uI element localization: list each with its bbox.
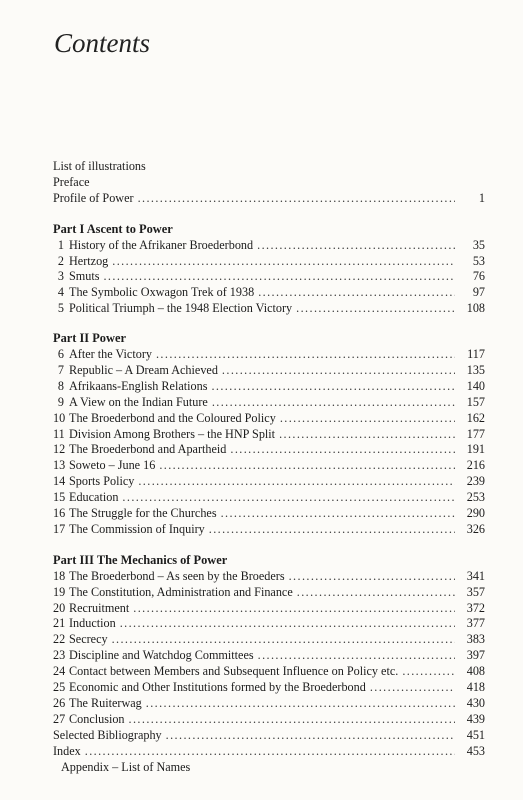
toc-entry-page: 157 [466, 394, 485, 409]
toc-entry-page: 372 [466, 600, 485, 615]
front-matter [53, 159, 485, 207]
toc-entry-label: Recruitment [69, 600, 130, 615]
toc-entry[interactable] [53, 728, 485, 744]
toc-entry[interactable] [53, 712, 485, 728]
chapter-number: 2 [57, 253, 64, 268]
toc-entry-page: 439 [466, 711, 485, 726]
toc-entry[interactable] [53, 411, 485, 427]
chapter-number: 26 [53, 695, 66, 710]
dot-leader [129, 712, 455, 728]
toc-entry[interactable] [53, 442, 485, 458]
toc-entry-page: 1 [478, 190, 485, 205]
page-title: Contents [54, 28, 151, 58]
toc-entry-label: The Symbolic Oxwagon Trek of 1938 [69, 285, 255, 300]
toc-entry[interactable] [53, 379, 485, 395]
toc-entry[interactable] [53, 632, 485, 648]
chapter-number: 5 [57, 301, 64, 316]
toc-entry[interactable] [53, 585, 485, 601]
dot-leader [296, 301, 455, 317]
dot-leader [257, 238, 455, 254]
part-entries [53, 238, 485, 317]
dot-leader [112, 254, 455, 270]
dot-leader [166, 728, 455, 744]
chapter-number: 4 [57, 285, 64, 300]
toc-entry[interactable] [53, 285, 485, 301]
dot-leader [297, 585, 455, 601]
toc-entry-label: Division Among Brothers – the HNP Split [69, 426, 276, 441]
chapter-number: 25 [53, 680, 66, 695]
toc-entry[interactable] [53, 254, 485, 270]
toc-entry-label: After the Victory [69, 347, 152, 362]
toc-entry-label: The Struggle for the Churches [69, 506, 217, 521]
toc-entry-page: 76 [472, 269, 485, 284]
toc-entry[interactable] [53, 395, 485, 411]
toc-entry[interactable] [53, 458, 485, 474]
dot-leader [209, 522, 455, 538]
toc-entry-label: A View on the Indian Future [69, 394, 208, 409]
chapter-number: 12 [53, 442, 66, 457]
toc-entry[interactable] [53, 175, 485, 191]
dot-leader [122, 490, 455, 506]
toc-entry-label: Conclusion [69, 711, 125, 726]
chapter-number: 1 [57, 237, 64, 252]
toc-entry[interactable] [53, 159, 485, 175]
toc-entry-label: Republic – A Dream Achieved [69, 363, 218, 378]
chapter-number: 21 [53, 616, 66, 631]
dot-leader [370, 680, 455, 696]
toc-entry[interactable] [53, 347, 485, 363]
toc-entry-page: 397 [466, 648, 485, 663]
toc-entry-page: 97 [472, 285, 485, 300]
toc-entry-page: 162 [466, 410, 485, 425]
toc-entry[interactable] [53, 301, 485, 317]
dot-leader [133, 601, 455, 617]
toc-entry[interactable] [53, 191, 485, 207]
toc-entry-page: 418 [466, 680, 485, 695]
toc-entry-label: The Broederbond and Apartheid [69, 442, 227, 457]
toc-entry-page: 239 [466, 474, 485, 489]
dot-leader [230, 442, 455, 458]
chapter-number: 14 [53, 474, 66, 489]
chapter-number: 8 [57, 378, 64, 393]
toc-entry-label: Soweto – June 16 [69, 458, 156, 473]
dot-leader [280, 411, 455, 427]
chapter-number: 15 [53, 490, 66, 505]
chapter-number: 3 [57, 269, 64, 284]
toc-entry-label: Induction [69, 616, 116, 631]
toc-entry-page: 326 [466, 521, 485, 536]
part-heading: Part III The Mechanics of Power [53, 552, 228, 567]
toc-entry-page: 35 [472, 237, 485, 252]
toc-entry[interactable] [53, 506, 485, 522]
toc-entry-label: Appendix – List of Names [61, 759, 191, 774]
chapter-number: 27 [53, 711, 66, 726]
toc-entry[interactable] [53, 569, 485, 585]
part-entries [53, 569, 485, 728]
toc-entry-page: 383 [466, 632, 485, 647]
dot-leader [289, 569, 455, 585]
toc-entry-page: 453 [466, 743, 485, 758]
toc-entry-page: 177 [466, 426, 485, 441]
dot-leader [402, 664, 455, 680]
chapter-number: 7 [57, 363, 64, 378]
toc-entry-label: Profile of Power [53, 190, 134, 205]
toc-entry-page: 377 [466, 616, 485, 631]
dot-leader [258, 285, 455, 301]
dot-leader [221, 506, 455, 522]
part-heading: Part II Power [53, 331, 126, 346]
toc-entry-label: Selected Bibliography [53, 727, 162, 742]
chapter-number: 11 [53, 426, 65, 441]
toc-entry[interactable] [53, 680, 485, 696]
toc-entry[interactable] [53, 427, 485, 443]
toc-entry-page: 191 [466, 442, 485, 457]
dot-leader [222, 363, 455, 379]
toc-entry-label: The Broederbond and the Coloured Policy [69, 410, 276, 425]
toc-entry-label: List of illustrations [53, 159, 146, 173]
toc-entry-label: The Broederbond – As seen by the Broeders [69, 568, 285, 583]
chapter-number: 19 [53, 584, 66, 599]
toc-entry-label: History of the Afrikaner Broederbond [69, 237, 254, 252]
toc-entry-page: 135 [466, 363, 485, 378]
toc-entry-label: Hertzog [69, 253, 109, 268]
toc-entry[interactable] [53, 696, 485, 712]
toc-entry-page: 253 [466, 490, 485, 505]
toc-entry-page: 290 [466, 506, 485, 521]
dot-leader [112, 632, 455, 648]
toc-entry-label: The Commission of Inquiry [69, 521, 205, 536]
dot-leader [138, 474, 455, 490]
toc-entry[interactable] [53, 664, 485, 680]
chapter-number: 20 [53, 600, 66, 615]
chapter-number: 24 [53, 664, 66, 679]
dot-leader [212, 395, 455, 411]
toc-entry-label: Education [69, 490, 119, 505]
toc-entry-page: 216 [466, 458, 485, 473]
toc-entry-label: Secrecy [69, 632, 108, 647]
chapter-number: 18 [53, 568, 66, 583]
toc-entry[interactable] [53, 601, 485, 617]
toc-entry[interactable] [53, 474, 485, 490]
toc-entry-page: 117 [467, 347, 485, 362]
dot-leader [156, 347, 455, 363]
toc-entry[interactable] [53, 490, 485, 506]
dot-leader [120, 616, 455, 632]
dot-leader [279, 427, 455, 443]
table-of-contents [53, 159, 485, 775]
toc-entry[interactable] [53, 238, 485, 254]
toc-entry-page: 430 [466, 695, 485, 710]
toc-entry-label: Smuts [69, 269, 100, 284]
toc-entry[interactable] [53, 648, 485, 664]
dot-leader [211, 379, 455, 395]
toc-entry[interactable] [53, 744, 485, 760]
toc-entry[interactable] [53, 522, 485, 538]
toc-entry-page: 451 [466, 727, 485, 742]
toc-entry-page: 357 [466, 584, 485, 599]
part-heading: Part I Ascent to Power [53, 221, 173, 236]
toc-entry[interactable] [53, 363, 485, 379]
toc-entry-label: Preface [53, 174, 90, 189]
toc-entry[interactable] [53, 269, 485, 285]
dot-leader [103, 269, 455, 285]
toc-entry-label: Economic and Other Institutions formed by the Broederbond [69, 680, 366, 695]
toc-entry[interactable] [53, 616, 485, 632]
toc-entry-page: 53 [472, 253, 485, 268]
chapter-number: 13 [53, 458, 66, 473]
toc-entry-label: The Constitution, Administration and Finance [69, 584, 293, 599]
chapter-number: 17 [53, 521, 66, 536]
chapter-number: 23 [53, 648, 66, 663]
toc-entry-page: 408 [466, 664, 485, 679]
toc-entry-label: Sports Policy [69, 474, 135, 489]
chapter-number: 16 [53, 506, 66, 521]
toc-entry[interactable] [53, 760, 485, 776]
chapter-number: 22 [53, 632, 66, 647]
chapter-number: 10 [53, 410, 66, 425]
toc-entry-page: 140 [466, 378, 485, 393]
dot-leader [85, 744, 455, 760]
dot-leader [159, 458, 455, 474]
toc-entry-label: Afrikaans-English Relations [69, 378, 208, 393]
toc-entry-label: Contact between Members and Subsequent Influence on Policy etc. [69, 664, 399, 679]
toc-entry-label: Political Triumph – the 1948 Election Victory [69, 301, 293, 316]
dot-leader [146, 696, 455, 712]
dot-leader [258, 648, 455, 664]
chapter-number: 6 [57, 347, 64, 362]
toc-entry-label: The Ruiterwag [69, 695, 142, 710]
chapter-number: 9 [57, 394, 64, 409]
toc-entry-page: 108 [466, 301, 485, 316]
dot-leader [138, 191, 455, 207]
toc-entry-label: Index [53, 743, 81, 758]
part-entries [53, 347, 485, 538]
toc-entry-label: Discipline and Watchdog Committees [69, 648, 254, 663]
back-matter [53, 728, 485, 776]
toc-entry-page: 341 [466, 568, 485, 583]
